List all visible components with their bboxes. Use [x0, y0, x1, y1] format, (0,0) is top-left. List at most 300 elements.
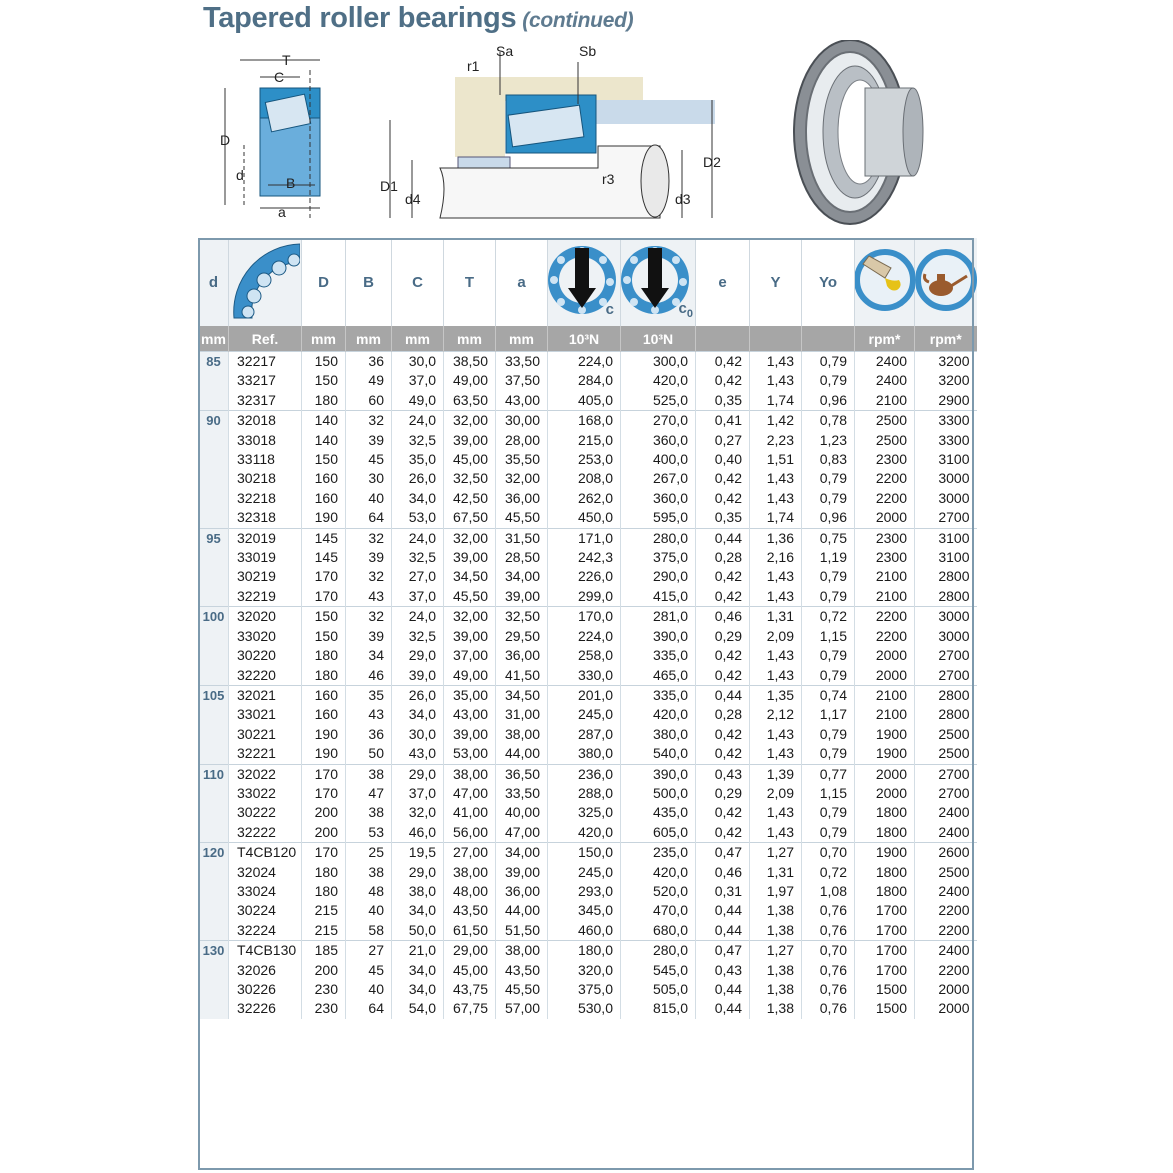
table-cell: 34,0 — [408, 981, 436, 997]
table-cell: 0,76 — [819, 921, 847, 938]
table-cell: 2000 — [875, 647, 907, 664]
table-cell: 0,79 — [819, 372, 847, 389]
table-cell: 262,0 — [577, 489, 613, 506]
table-cell: 33,50 — [504, 353, 540, 369]
table-cell: 0,77 — [819, 765, 847, 782]
table-cell: 242,3 — [577, 549, 613, 566]
table-cell: 43 — [368, 587, 384, 604]
table-cell: 1,15 — [819, 784, 847, 801]
header-Y: Y — [750, 238, 802, 326]
table-cell: 2800 — [938, 568, 970, 585]
table-cell: 345,0 — [577, 902, 613, 919]
table-cell: 0,46 — [714, 863, 742, 880]
table-cell: 2000 — [875, 784, 907, 801]
table-cell: 1,97 — [766, 882, 794, 899]
bore-d-cell: 90 — [199, 411, 229, 528]
table-cell: 1900 — [875, 745, 907, 762]
table-cell: 49,0 — [408, 391, 436, 408]
table-cell: 36,00 — [504, 647, 540, 664]
table-row-group — [199, 607, 977, 686]
table-cell: 0,29 — [714, 784, 742, 801]
table-cell: 27,0 — [408, 568, 436, 585]
table-cell: 32,5 — [408, 549, 436, 566]
table-cell: 235,0 — [652, 844, 688, 861]
table-cell: 40 — [368, 902, 384, 919]
table-cell: 53,0 — [408, 509, 436, 526]
table-cell: 33021 — [237, 706, 276, 723]
table-cell: 0,42 — [714, 725, 742, 742]
table-cell: 32,00 — [452, 529, 488, 546]
table-cell: 180 — [314, 666, 338, 683]
table-cell: 32 — [368, 529, 384, 546]
bore-d-cell: 120 — [199, 843, 229, 941]
table-cell: 33118 — [237, 451, 275, 468]
table-cell: 46 — [368, 666, 384, 683]
col-c0 — [621, 528, 696, 607]
table-cell: 0,42 — [714, 745, 742, 762]
table-cell: 19,5 — [408, 844, 436, 861]
table-cell: 58 — [368, 921, 384, 938]
table-cell: 24,0 — [408, 608, 436, 625]
table-cell: 335,0 — [652, 686, 688, 703]
table-cell: 1800 — [875, 863, 907, 880]
table-cell: 35,0 — [408, 451, 436, 468]
table-cell: 505,0 — [652, 981, 688, 997]
col-c0 — [621, 607, 696, 686]
table-cell: 30 — [368, 470, 384, 487]
table-cell: 360,0 — [652, 489, 688, 506]
table-cell: 2700 — [938, 784, 970, 801]
table-cell: 258,0 — [577, 647, 613, 664]
table-cell: 2500 — [875, 431, 907, 448]
table-cell: 170 — [314, 568, 338, 585]
col-grease-rpm — [855, 685, 915, 764]
table-cell: 180 — [314, 863, 338, 880]
table-cell: 1,38 — [766, 961, 794, 978]
col-c0 — [621, 843, 696, 941]
table-cell: 38,50 — [452, 353, 488, 369]
table-cell: 33019 — [237, 549, 276, 566]
table-cell: 0,27 — [714, 431, 742, 448]
table-cell: 0,79 — [819, 666, 847, 683]
table-cell: 190 — [314, 509, 338, 526]
unit-ref: Ref. — [229, 326, 302, 352]
table-cell: 1,43 — [766, 823, 794, 840]
table-cell: 415,0 — [652, 587, 688, 604]
table-cell: 288,0 — [577, 784, 613, 801]
dynamic-load-icon — [548, 238, 621, 326]
table-cell: 230 — [314, 981, 338, 997]
table-cell: 30,0 — [408, 353, 436, 369]
table-cell: 37,00 — [452, 647, 488, 664]
table-cell: 63,50 — [452, 391, 488, 408]
label-Sb: Sb — [579, 43, 597, 59]
table-cell: 284,0 — [577, 372, 613, 389]
table-cell: 67,50 — [452, 509, 488, 526]
table-cell: 28,50 — [504, 549, 540, 566]
col-Yo — [802, 941, 855, 1019]
table-cell: 280,0 — [652, 529, 688, 546]
col-Y — [750, 843, 802, 941]
table-cell: 34,0 — [408, 961, 436, 978]
table-cell: 3000 — [938, 489, 970, 506]
table-cell: 0,79 — [819, 745, 847, 762]
table-cell: 293,0 — [577, 882, 613, 899]
col-D — [302, 411, 346, 528]
table-cell: 64 — [368, 1000, 384, 1017]
table-cell: 1,43 — [766, 666, 794, 683]
table-cell: 35,50 — [504, 451, 540, 468]
col-c0 — [621, 411, 696, 528]
table-cell: 32218 — [237, 489, 276, 506]
table-cell: 2400 — [875, 353, 907, 369]
table-cell: 420,0 — [652, 706, 688, 723]
table-cell: 3300 — [938, 412, 970, 429]
table-cell: 2900 — [938, 391, 970, 408]
table-cell: 0,42 — [714, 647, 742, 664]
table-cell: 32,50 — [504, 608, 540, 625]
units-row — [199, 326, 977, 352]
col-B — [346, 411, 392, 528]
col-Y — [750, 685, 802, 764]
table-cell: 49,00 — [452, 372, 488, 389]
table-cell: 470,0 — [652, 902, 688, 919]
col-B — [346, 843, 392, 941]
table-cell: 2700 — [938, 509, 970, 526]
col-oil-rpm — [915, 764, 977, 843]
table-cell: 0,29 — [714, 627, 742, 644]
label-a: a — [278, 204, 286, 220]
col-c — [548, 411, 621, 528]
label-D: D — [220, 132, 231, 148]
table-cell: 2100 — [875, 686, 907, 703]
table-cell: 0,79 — [819, 587, 847, 604]
table-cell: 29,00 — [452, 942, 488, 959]
table-cell: 435,0 — [652, 804, 688, 821]
table-cell: 1,31 — [766, 863, 794, 880]
table-cell: 2000 — [875, 509, 907, 526]
col-T — [444, 685, 496, 764]
table-cell: 1,43 — [766, 725, 794, 742]
table-cell: 3100 — [938, 451, 970, 468]
table-cell: 45,00 — [452, 961, 488, 978]
table-cell: 605,0 — [652, 823, 688, 840]
table-cell: 1,74 — [766, 509, 794, 526]
table-cell: 2,12 — [766, 706, 794, 723]
col-c — [548, 352, 621, 411]
table-cell: 287,0 — [577, 725, 613, 742]
col-T — [444, 843, 496, 941]
table-cell: 30,0 — [408, 725, 436, 742]
unit-c0: 10³N — [621, 326, 696, 352]
table-cell: 67,75 — [452, 1000, 488, 1017]
col-ref — [229, 941, 302, 1019]
table-cell: 30224 — [237, 902, 276, 919]
table-cell: 0,72 — [819, 863, 847, 880]
table-cell: 32224 — [237, 921, 276, 938]
col-e — [696, 607, 750, 686]
table-cell: 0,41 — [714, 412, 742, 429]
table-cell: 34,50 — [452, 568, 488, 585]
table-cell: 1800 — [875, 882, 907, 899]
table-cell: 36 — [368, 353, 384, 369]
label-D1: D1 — [380, 178, 398, 194]
col-T — [444, 411, 496, 528]
table-cell: 245,0 — [577, 863, 613, 880]
table-cell: 520,0 — [652, 882, 688, 899]
table-cell: 201,0 — [577, 686, 613, 703]
table-cell: 2300 — [875, 549, 907, 566]
table-cell: 150 — [314, 372, 338, 389]
unit-oil-speed: rpm* — [915, 326, 977, 352]
col-Y — [750, 941, 802, 1019]
table-cell: 45,50 — [452, 587, 488, 604]
col-T — [444, 764, 496, 843]
table-cell: 29,0 — [408, 647, 436, 664]
table-cell: 375,0 — [652, 549, 688, 566]
table-cell: 25 — [368, 844, 384, 861]
table-cell: 2,09 — [766, 627, 794, 644]
col-T — [444, 607, 496, 686]
table-cell: 34 — [368, 647, 384, 664]
table-cell: 150 — [314, 451, 338, 468]
table-cell: 30222 — [237, 804, 276, 821]
table-cell: 30,00 — [504, 412, 540, 429]
table-cell: 390,0 — [652, 627, 688, 644]
col-B — [346, 685, 392, 764]
table-cell: 270,0 — [652, 412, 688, 429]
table-cell: 26,0 — [408, 686, 436, 703]
table-cell: 1800 — [875, 804, 907, 821]
col-oil-rpm — [915, 843, 977, 941]
header-e: e — [696, 238, 750, 326]
table-cell: 1,43 — [766, 489, 794, 506]
table-cell: 200 — [314, 823, 338, 840]
table-cell: 0,42 — [714, 804, 742, 821]
table-cell: 1,17 — [819, 706, 847, 723]
table-cell: 0,44 — [714, 1000, 742, 1017]
table-cell: 29,0 — [408, 765, 436, 782]
col-D — [302, 941, 346, 1019]
table-cell: 40 — [368, 489, 384, 506]
table-cell: 43,75 — [452, 981, 488, 997]
table-cell: 38,00 — [452, 863, 488, 880]
table-cell: 33024 — [237, 882, 276, 899]
col-B — [346, 764, 392, 843]
col-grease-rpm — [855, 764, 915, 843]
table-cell: 0,78 — [819, 412, 847, 429]
page-title — [203, 2, 633, 35]
table-cell: 32,00 — [452, 608, 488, 625]
table-cell: 150 — [314, 608, 338, 625]
table-cell: 32022 — [237, 765, 276, 782]
table-cell: 32019 — [237, 529, 276, 546]
table-cell: 34,0 — [408, 706, 436, 723]
table-cell: 215,0 — [577, 431, 613, 448]
table-cell: 680,0 — [652, 921, 688, 938]
table-cell: 36,00 — [504, 882, 540, 899]
table-cell: 24,0 — [408, 412, 436, 429]
table-cell: T4CB120 — [237, 844, 297, 861]
table-cell: 2200 — [875, 627, 907, 644]
table-cell: 180 — [314, 391, 338, 408]
table-cell: 190 — [314, 725, 338, 742]
col-D — [302, 352, 346, 411]
title-subtitle: (continued) — [522, 9, 634, 32]
col-grease-rpm — [855, 843, 915, 941]
table-cell: 0,96 — [819, 509, 847, 526]
table-cell: 2200 — [875, 608, 907, 625]
table-cell: 0,47 — [714, 942, 742, 959]
table-cell: 3200 — [938, 372, 970, 389]
table-cell: 200 — [314, 804, 338, 821]
table-cell: 53 — [368, 823, 384, 840]
static-load-icon — [621, 238, 696, 326]
table-cell: 380,0 — [577, 745, 613, 762]
table-cell: 230 — [314, 1000, 338, 1017]
table-cell: 0,76 — [819, 981, 847, 997]
col-e — [696, 843, 750, 941]
col-C — [392, 843, 444, 941]
table-cell: 2000 — [938, 1000, 970, 1017]
table-cell: 1700 — [875, 902, 907, 919]
grease-lubrication-icon — [855, 238, 915, 326]
col-c — [548, 528, 621, 607]
label-c0-main: c — [678, 300, 687, 317]
table-cell: 29,0 — [408, 863, 436, 880]
col-a — [496, 764, 548, 843]
table-row-group — [199, 411, 977, 528]
bore-d-cell: 105 — [199, 685, 229, 764]
table-cell: 0,79 — [819, 470, 847, 487]
table-cell: 360,0 — [652, 431, 688, 448]
table-cell: 41,00 — [452, 804, 488, 821]
table-cell: 0,75 — [819, 529, 847, 546]
table-cell: 47,00 — [452, 784, 488, 801]
label-c: c — [605, 301, 614, 318]
label-d: d — [236, 167, 244, 183]
table-cell: 40,00 — [504, 804, 540, 821]
table-cell: 170,0 — [577, 608, 613, 625]
table-cell: 2400 — [938, 942, 970, 959]
table-cell: 180,0 — [577, 942, 613, 959]
table-cell: 43,50 — [504, 961, 540, 978]
table-cell: 3000 — [938, 608, 970, 625]
table-cell: 38 — [368, 804, 384, 821]
table-cell: 215 — [314, 921, 338, 938]
label-c0-sub: 0 — [686, 308, 693, 320]
header-Yo: Yo — [802, 238, 855, 326]
table-cell: 49 — [368, 372, 384, 389]
table-cell: 2000 — [938, 981, 970, 997]
table-cell: 2,09 — [766, 784, 794, 801]
table-cell: 26,0 — [408, 470, 436, 487]
table-cell: 49,00 — [452, 666, 488, 683]
col-c0 — [621, 941, 696, 1019]
table-cell: 1,38 — [766, 981, 794, 997]
table-cell: 290,0 — [652, 568, 688, 585]
table-cell: 32020 — [237, 608, 276, 625]
table-cell: 390,0 — [652, 765, 688, 782]
table-cell: 41,50 — [504, 666, 540, 683]
table-cell: 1,43 — [766, 804, 794, 821]
table-cell: 45 — [368, 961, 384, 978]
col-ref — [229, 607, 302, 686]
table-cell: 47,00 — [504, 823, 540, 840]
col-c0 — [621, 352, 696, 411]
table-cell: 1,43 — [766, 745, 794, 762]
col-ref — [229, 764, 302, 843]
table-cell: 1,42 — [766, 412, 794, 429]
table-cell: 299,0 — [577, 587, 613, 604]
table-cell: 3200 — [938, 353, 970, 369]
col-Yo — [802, 607, 855, 686]
table-cell: 32226 — [237, 1000, 276, 1017]
table-cell: 2600 — [938, 844, 970, 861]
table-cell: 33020 — [237, 627, 276, 644]
table-cell: 1,38 — [766, 1000, 794, 1017]
table-cell: 32026 — [237, 961, 276, 978]
table-cell: 2100 — [875, 587, 907, 604]
table-cell: 1900 — [875, 725, 907, 742]
col-oil-rpm — [915, 685, 977, 764]
table-cell: 420,0 — [652, 863, 688, 880]
col-Yo — [802, 352, 855, 411]
table-cell: 32,00 — [504, 470, 540, 487]
table-cell: 36,50 — [504, 765, 540, 782]
table-cell: 208,0 — [577, 470, 613, 487]
table-cell: 0,79 — [819, 823, 847, 840]
table-cell: 0,79 — [819, 804, 847, 821]
table-cell: 460,0 — [577, 921, 613, 938]
table-cell: 39,00 — [452, 725, 488, 742]
table-cell: 224,0 — [577, 353, 613, 369]
table-cell: 0,44 — [714, 902, 742, 919]
header-C: C — [392, 238, 444, 326]
table-cell: 57,00 — [504, 1000, 540, 1017]
table-cell: 140 — [314, 431, 338, 448]
table-cell: 0,72 — [819, 608, 847, 625]
table-row-group — [199, 764, 977, 843]
table-cell: 1500 — [875, 981, 907, 997]
label-D2: D2 — [703, 154, 721, 170]
col-a — [496, 352, 548, 411]
table-cell: 43 — [368, 706, 384, 723]
table-cell: 3100 — [938, 549, 970, 566]
table-cell: 280,0 — [652, 942, 688, 959]
table-cell: 171,0 — [577, 529, 613, 546]
table-cell: 420,0 — [652, 372, 688, 389]
table-cell: 54,0 — [408, 1000, 436, 1017]
col-C — [392, 941, 444, 1019]
col-C — [392, 607, 444, 686]
table-cell: 0,79 — [819, 725, 847, 742]
table-cell: 405,0 — [577, 391, 613, 408]
table-cell: 1,39 — [766, 765, 794, 782]
table-cell: 1500 — [875, 1000, 907, 1017]
table-cell: 61,50 — [452, 921, 488, 938]
unit-a: mm — [496, 326, 548, 352]
col-D — [302, 607, 346, 686]
col-Yo — [802, 843, 855, 941]
table-cell: 2300 — [875, 451, 907, 468]
table-cell: 48 — [368, 882, 384, 899]
table-cell: 2100 — [875, 568, 907, 585]
table-cell: 224,0 — [577, 627, 613, 644]
table-cell: 2800 — [938, 587, 970, 604]
table-cell: 1,35 — [766, 686, 794, 703]
bearing-table — [198, 238, 977, 1019]
